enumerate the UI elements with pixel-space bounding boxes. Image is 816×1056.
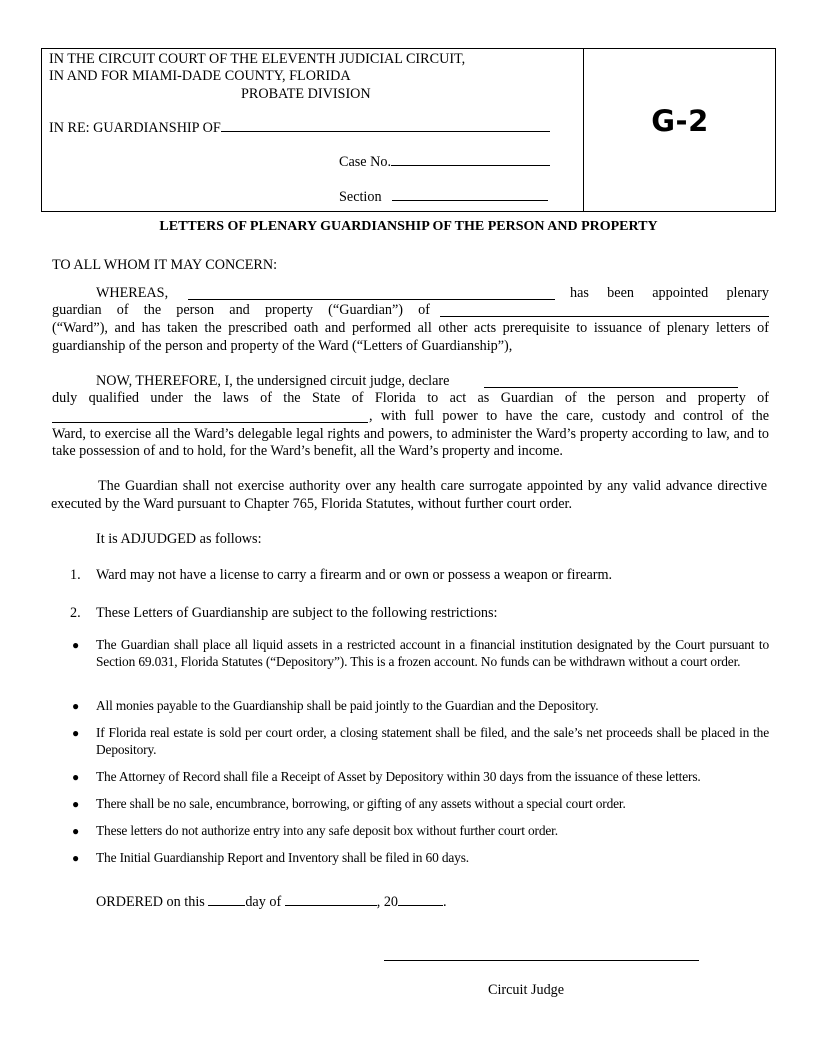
whereas-line2: guardian of the person and property (“Guardian”) of xyxy=(52,302,430,318)
bullet-dot: ● xyxy=(72,638,80,652)
case-no-row xyxy=(339,153,550,171)
bullet-dot: ● xyxy=(72,726,80,740)
item-1-number: 1. xyxy=(70,567,81,583)
ordered-line xyxy=(96,893,447,912)
ward-blank[interactable] xyxy=(440,304,769,317)
document-title: LETTERS OF PLENARY GUARDIANSHIP OF THE PERSON AND PROPERTY xyxy=(159,219,658,234)
section-label: Section xyxy=(339,189,382,205)
now-therefore-rest: Ward, to exercise all the Ward’s delegable legal rights and powers, to administer the Ward’s property according to law, and to take possession of and to hold, for the Ward’s benefit, all the Ward’s property and income. xyxy=(52,425,769,460)
ordered-end: . xyxy=(443,894,447,910)
restriction-2: All monies payable to the Guardianship shall be paid jointly to the Guardian and the Depository. xyxy=(96,698,599,713)
case-no-label: Case No. xyxy=(339,154,392,170)
bullet-dot: ● xyxy=(72,824,80,838)
in-re-row xyxy=(49,119,550,137)
court-name-line1: IN THE CIRCUIT COURT OF THE ELEVENTH JUDICIAL CIRCUIT, xyxy=(49,51,466,67)
item-2-number: 2. xyxy=(70,605,81,621)
section-blank[interactable] xyxy=(392,188,548,201)
health-care-paragraph: The Guardian shall not exercise authority over any health care surrogate appointed by any valid advance directive executed by the Ward pursuant to Chapter 765, Florida Statutes, without further court order. xyxy=(51,478,767,512)
bullet-dot: ● xyxy=(72,797,80,811)
restriction-1: The Guardian shall place all liquid assets in a restricted account in a financial institution designated by the Court pursuant to Section 69.031, Florida Statutes (“Depository”). This is a frozen account. No funds can be withdrawn without a court order. xyxy=(96,637,769,669)
declared-guardian-blank[interactable] xyxy=(484,375,738,388)
ordered-year-prefix: , 20 xyxy=(376,894,399,910)
restriction-6: These letters do not authorize entry into any safe deposit box without further court order. xyxy=(96,823,558,838)
whereas-lead: WHEREAS, xyxy=(96,285,169,301)
bullet-dot: ● xyxy=(72,770,80,784)
ward-name-blank-2[interactable] xyxy=(52,410,368,423)
whereas-rest: (“Ward”), and has taken the prescribed oath and performed all other acts prerequisite to issuance of plenary letters of guardianship of the person and property of the Ward (“Letters of Guardianship”), xyxy=(52,320,769,354)
case-no-blank[interactable] xyxy=(391,153,550,166)
year-blank[interactable] xyxy=(398,893,443,906)
guardian-name-blank[interactable] xyxy=(188,287,555,300)
item-1-text: Ward may not have a license to carry a firearm and or own or possess a weapon or firearm. xyxy=(96,567,613,583)
restriction-7: The Initial Guardianship Report and Inventory shall be filed in 60 days. xyxy=(96,850,469,865)
section-row xyxy=(339,188,548,206)
day-blank[interactable] xyxy=(208,893,245,906)
bullet-dot: ● xyxy=(72,699,80,713)
whereas-tail: has been appointed plenary xyxy=(570,285,769,301)
item-2-text: These Letters of Guardianship are subject to the following restrictions: xyxy=(96,605,498,621)
month-blank[interactable] xyxy=(285,893,377,906)
court-division: PROBATE DIVISION xyxy=(241,86,371,102)
signature-label: Circuit Judge xyxy=(488,982,565,998)
now-therefore-line3: , with full power to have the care, custody and control of the xyxy=(369,408,769,424)
judge-signature-line[interactable] xyxy=(384,960,699,961)
restriction-5: There shall be no sale, encumbrance, borrowing, or gifting of any assets without a special court order. xyxy=(96,796,626,811)
in-re-label: IN RE: GUARDIANSHIP OF xyxy=(49,120,221,136)
bullet-dot: ● xyxy=(72,851,80,865)
adjudged-line: It is ADJUDGED as follows: xyxy=(96,531,262,547)
now-therefore-lead: NOW, THEREFORE, I, the undersigned circuit judge, declare xyxy=(96,373,450,389)
ordered-day-label: day of xyxy=(245,894,285,910)
ward-name-blank[interactable] xyxy=(221,119,550,132)
form-code: G-2 xyxy=(651,104,709,138)
restriction-3: If Florida real estate is sold per court order, a closing statement shall be filed, and the sale’s net proceeds shall be placed in the Depository. xyxy=(96,725,769,757)
ordered-prefix: ORDERED on this xyxy=(96,894,209,910)
court-name-line2: IN AND FOR MIAMI-DADE COUNTY, FLORIDA xyxy=(49,68,351,84)
restriction-4: The Attorney of Record shall file a Receipt of Asset by Depository within 30 days from the issuance of these letters. xyxy=(96,769,701,784)
salutation: TO ALL WHOM IT MAY CONCERN: xyxy=(52,257,278,273)
case-caption-box xyxy=(41,48,776,212)
now-therefore-line2: duly qualified under the laws of the State of Florida to act as Guardian of the person and property of xyxy=(52,390,769,406)
